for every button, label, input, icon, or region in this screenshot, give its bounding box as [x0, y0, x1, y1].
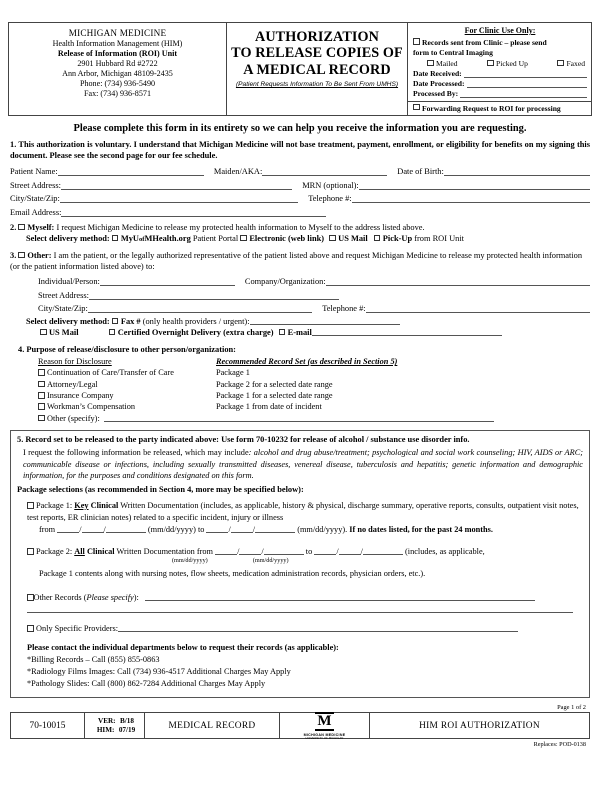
org-department: Health Information Management (HIM): [52, 39, 183, 49]
pickup-label: Pick-Up: [382, 233, 413, 243]
contact-line: *Radiology Films Images: Call (734) 936-4517 Additional Charges May Apply: [27, 666, 291, 676]
him-row: [85, 726, 144, 735]
reason-cell: [38, 367, 216, 378]
faxed-label: Faxed: [566, 58, 585, 68]
org-name: MICHIGAN MEDICINE: [68, 28, 167, 38]
other-records-second-line[interactable]: [27, 611, 573, 613]
package-2-tail: (includes, as applicable,: [405, 547, 485, 557]
pickup-checkbox[interactable]: [374, 235, 381, 242]
table-row[interactable]: [38, 367, 592, 378]
package-2-from-format: (mm/dd/yyyy): [172, 557, 208, 565]
section-2-number: 2.: [10, 222, 17, 232]
records-sent-row[interactable]: [413, 38, 587, 48]
package-2-to-yyyy[interactable]: [363, 546, 403, 555]
form-subtitle: (Patient Requests Information To Be Sent From UMHS): [235, 81, 399, 89]
section-4-table-header: [38, 356, 592, 367]
logo-name: MICHIGAN MEDICINE: [303, 732, 346, 737]
reason-cell: [38, 390, 216, 401]
fax-checkbox[interactable]: [112, 318, 119, 325]
myself-label: Myself:: [27, 222, 55, 232]
processed-by-row: [413, 89, 587, 99]
forwarding-label: Forwarding Request to ROI for processing: [422, 103, 561, 113]
us-mail-checkbox-s3[interactable]: [40, 329, 47, 336]
form-title-line-2: TO RELEASE COPIES OF: [231, 45, 403, 62]
section-5-box: [10, 430, 590, 698]
section-3-delivery-row-2: [10, 327, 590, 338]
package-2-to-mm[interactable]: [314, 546, 336, 555]
version-value: B/18: [120, 716, 134, 725]
recipient-city-input[interactable]: [88, 303, 312, 313]
clinic-divider: [408, 101, 591, 102]
form-tagline: Please complete this form in its entirety so we can help you receive the information you are requesting.: [73, 123, 527, 135]
other-records-block[interactable]: [17, 592, 583, 604]
section-3-body: I am the patient, or the legally authorized representative of the patient listed above and request Michigan Medicine to release my protected health information (or the patient information listed above) to:: [10, 250, 583, 271]
portal-label-2: MHealth.org: [144, 233, 191, 243]
other-checkbox[interactable]: [18, 252, 25, 259]
other-records-input[interactable]: [145, 592, 535, 601]
package-1-key: Key: [74, 501, 89, 511]
package-1-dates: from / / (mm/dd/yyyy) to / / (mm/dd/yyyy). If no dates listed, for the past 24 months.: [39, 525, 493, 535]
faxed-option[interactable]: [557, 59, 585, 69]
mrn-input[interactable]: [359, 180, 590, 190]
portal-label-rest: Patient Portal: [192, 233, 239, 243]
email-address-row: [10, 206, 590, 217]
clinic-use-block: [408, 23, 591, 115]
patient-name-input[interactable]: [58, 166, 204, 176]
version-row: [85, 717, 144, 726]
section-3-number: 3.: [10, 250, 17, 260]
package-2-checkbox[interactable]: [27, 548, 34, 555]
section-4-number: 4.: [18, 345, 25, 355]
other-records-label: Other Records (: [33, 593, 87, 603]
company-organization-input[interactable]: [326, 276, 590, 286]
section-2-delivery-label: Select delivery method:: [26, 233, 110, 243]
reason-cell: [38, 401, 216, 412]
other-records-italic: Please specify: [86, 593, 134, 603]
package-1-clinical: Clinical: [90, 501, 119, 511]
maiden-input[interactable]: [262, 166, 387, 176]
recipient-telephone-input[interactable]: [366, 303, 590, 313]
table-row[interactable]: [38, 390, 592, 401]
section-2-body: I request Michigan Medicine to release my protected health information to Myself to the address listed above.: [56, 222, 425, 232]
org-unit: Release of Information (ROI) Unit: [57, 49, 178, 59]
records-sent-label: Records sent from Clinic – please send: [422, 38, 547, 48]
package-2-from-yyyy[interactable]: [264, 546, 304, 555]
reason-label: Insurance Company: [47, 391, 114, 401]
reason-label: Attorney/Legal: [47, 379, 98, 389]
reason-cell: [38, 379, 216, 390]
fax-label: Fax #: [120, 316, 141, 326]
reason-checkbox[interactable]: [38, 403, 45, 410]
form-title-line-3: A MEDICAL RECORD: [243, 61, 391, 78]
recipient-street-input[interactable]: [89, 290, 340, 300]
package-2-block[interactable]: Package 2: All Clinical Written Documentation from / / to / / (includes, as applicable, (mm/dd/yyyy) (mm/dd/yyyy) Package 1 contents along with nursing notes, flow sheets, medication administration records, physician orders, etc.).: [17, 546, 583, 580]
email-address-input[interactable]: [61, 207, 325, 217]
organization-block: [9, 23, 227, 115]
section-3-line: [10, 250, 590, 273]
mailed-checkbox[interactable]: [427, 60, 434, 67]
telephone-label: Telephone #:: [308, 194, 352, 204]
street-address-row: [10, 179, 590, 190]
footer-table: [10, 712, 590, 739]
city-state-zip-label: City/State/Zip:: [10, 194, 60, 204]
section-4-other-input[interactable]: [104, 413, 494, 422]
date-received-label: Date Received:: [413, 69, 462, 79]
package-1-to-label: to: [197, 525, 205, 535]
package-1-note: If no dates listed, for the past 24 months.: [349, 525, 493, 535]
individual-person-row: [38, 275, 590, 286]
street-address-input[interactable]: [61, 180, 292, 190]
maiden-label: Maiden/AKA:: [213, 167, 263, 177]
company-organization-label: Company/Organization:: [244, 277, 326, 287]
section-4-other-cell: [38, 413, 100, 424]
recipient-street-row: [38, 289, 590, 300]
city-state-zip-row: [10, 192, 590, 203]
form-number-cell: 70-10015: [11, 713, 85, 738]
portal-label-of: of: [138, 235, 145, 243]
org-street: 2901 Hubbard Rd #2722: [77, 58, 158, 68]
email-checkbox[interactable]: [279, 329, 286, 336]
version-cell: [85, 713, 145, 738]
version-key: VER:: [98, 716, 116, 725]
package-1-to-dd[interactable]: [231, 524, 253, 533]
package-1-from-format: (mm/dd/yyyy): [147, 525, 196, 535]
fax-label-rest: (only health providers / urgent):: [142, 316, 250, 326]
package-1-prefix: Package 1:: [36, 501, 73, 511]
package-1-body: Written Documentation (includes, as applicable, history & physical, discharge summary, operative reports, consults, outpatient visit notes, test reports, ER clinician notes) related to a specific incident, injury or illness: [27, 501, 579, 523]
record-set-cell: Package 1 from date of incident: [216, 402, 322, 412]
package-2-prefix: Package 2:: [36, 547, 73, 557]
him-value: 07/19: [118, 725, 136, 734]
email-address-label: Email Address:: [10, 207, 62, 217]
recipient-telephone-label: Telephone #:: [322, 304, 366, 314]
patient-name-label: Patient Name:: [10, 167, 58, 177]
reason-label: Continuation of Care/Transfer of Care: [47, 368, 174, 378]
mailed-option[interactable]: [427, 59, 458, 69]
only-specific-providers-block[interactable]: [17, 623, 583, 635]
reason-column-header: Reason for Disclosure: [38, 357, 112, 367]
package-selections-heading-bold: Package selections (as recommended in Section 4, more may be specified below: [17, 485, 299, 495]
record-set-cell: Package 1: [216, 368, 250, 378]
section-4-other-checkbox[interactable]: [38, 415, 45, 422]
reason-label: Workman’s Compensation: [47, 402, 136, 412]
section-5-paragraph-lead: I request the following information be released, which may include: [23, 447, 249, 457]
package-1-checkbox[interactable]: [27, 502, 34, 509]
contact-line: *Pathology Slides: Call (800) 862-7284 Additional Charges May Apply: [27, 678, 266, 688]
dob-label: Date of Birth:: [397, 167, 444, 177]
telephone-input[interactable]: [352, 193, 590, 203]
us-mail-label-s2: US Mail: [338, 233, 368, 243]
patient-name-row: [10, 165, 590, 176]
record-set-cell: Package 2 for a selected date range: [216, 379, 333, 389]
departments-contact-block: [17, 642, 583, 689]
dob-input[interactable]: [444, 166, 590, 176]
package-2-all: All: [74, 547, 85, 557]
recipient-street-label: Street Address:: [38, 290, 89, 300]
picked-up-label: Picked Up: [496, 58, 528, 68]
individual-person-input[interactable]: [100, 276, 235, 286]
record-set-cell: Package 1 for a selected date range: [216, 391, 333, 401]
date-processed-row: [413, 79, 587, 89]
reason-checkbox[interactable]: [38, 392, 45, 399]
record-set-column-header: Recommended Record Set (as described in Section 5): [216, 357, 398, 367]
pickup-label-rest: from ROI Unit: [414, 233, 464, 243]
street-address-label: Street Address:: [10, 180, 61, 190]
date-received-row: [413, 69, 587, 79]
only-specific-providers-input[interactable]: [118, 623, 518, 632]
certified-label: Certified Overnight Delivery (extra charge): [117, 327, 274, 337]
package-1-from-yyyy[interactable]: [106, 524, 146, 533]
package-1-from-dd[interactable]: [82, 524, 104, 533]
form-title-line-1: AUTHORIZATION: [254, 29, 379, 45]
package-2-to-dd[interactable]: [339, 546, 361, 555]
table-row[interactable]: [38, 401, 592, 412]
section-2-line: [10, 222, 590, 233]
processed-by-label: Processed By:: [413, 88, 459, 98]
electronic-label: Electronic (web link): [249, 233, 325, 243]
reason-checkbox[interactable]: [38, 369, 45, 376]
email-delivery-input[interactable]: [312, 327, 502, 336]
section-4-heading-text: Purpose of release/disclosure to other person/organization:: [26, 345, 236, 355]
section-2: [10, 222, 590, 245]
date-processed-input[interactable]: [467, 79, 587, 88]
section-1-text: [10, 140, 590, 162]
fax-number-input[interactable]: [250, 316, 400, 325]
package-2-contents: Package 1 contents along with nursing notes, flow sheets, medication administration records, physician orders, etc.).: [39, 569, 426, 579]
package-2-clinical: Clinical: [86, 547, 115, 557]
table-row[interactable]: [38, 379, 592, 390]
city-state-zip-input[interactable]: [60, 193, 298, 203]
package-2-to-format: (mm/dd/yyyy): [252, 557, 289, 565]
only-specific-providers-checkbox[interactable]: [27, 625, 34, 632]
email-option-label: E-mail: [287, 327, 312, 337]
form-page: [0, 22, 600, 799]
section-3-delivery-label: Select delivery method:: [26, 316, 110, 326]
section-5-paragraph-italic: : alcohol and drug abuse/treatment; psychological and social work counseling; HIV, AIDS or ARC; communicable disease or infections, including sexually transmitted diseases, venereal disease, tuberculosis and hepatitis; genetic information and demographic information, for the purposes and conditions designated on this form.: [23, 447, 583, 481]
processed-by-input[interactable]: [460, 89, 587, 98]
package-1-from-mm[interactable]: [57, 524, 79, 533]
section-4-table: [38, 356, 592, 424]
org-fax: Fax: (734) 936-8571: [84, 88, 151, 98]
recipient-city-label: City/State/Zip:: [38, 304, 88, 314]
mrn-label: MRN (optional):: [302, 180, 359, 190]
portal-label-1: MyU: [120, 233, 139, 243]
only-specific-providers-label: Only Specific Providers:: [36, 624, 119, 634]
logo-subtitle: UNIVERSITY OF MICHIGAN: [305, 736, 344, 740]
section-3: [10, 250, 590, 273]
forwarding-row[interactable]: [413, 104, 587, 114]
records-sent-checkbox[interactable]: [413, 38, 420, 45]
certified-checkbox[interactable]: [109, 329, 116, 336]
individual-person-label: Individual/Person:: [38, 277, 100, 287]
contact-line: *Billing Records – Call (855) 855-0863: [27, 655, 160, 665]
package-2-date-formats: [27, 557, 583, 566]
replaces-note: Replaces: POD-0138: [533, 741, 586, 749]
package-2-from-dd[interactable]: [239, 546, 261, 555]
form-title-block: [227, 23, 408, 115]
package-selections-heading: [17, 485, 583, 494]
section-1-number: 1.: [10, 140, 17, 150]
picked-up-checkbox[interactable]: [487, 60, 494, 67]
package-2-to-label: to: [305, 547, 313, 557]
org-city: Ann Arbor, Michigan 48109-2435: [62, 68, 173, 78]
section-4-other-label: Other (specify):: [47, 413, 100, 423]
block-m-icon: M: [317, 713, 332, 730]
package-1-to-yyyy[interactable]: [255, 524, 295, 533]
clinic-use-title: For Clinic Use Only:: [464, 26, 536, 35]
section-2-delivery-row: [10, 233, 590, 245]
us-mail-label-s3: US Mail: [49, 327, 79, 337]
picked-up-option[interactable]: [487, 59, 528, 69]
section-5-number: 5.: [17, 434, 24, 444]
section-4-heading: [18, 345, 590, 354]
package-1-from-label: from: [39, 525, 56, 535]
record-type-cell: MEDICAL RECORD: [145, 713, 280, 738]
logo-cell: [280, 713, 370, 738]
section-5-paragraph: [17, 447, 583, 482]
michigan-medicine-logo: [304, 712, 346, 740]
form-header: [8, 22, 592, 116]
package-1-to-mm[interactable]: [206, 524, 228, 533]
mailed-label: Mailed: [436, 58, 458, 68]
package-1-block[interactable]: [17, 500, 583, 536]
package-2-body: Written Documentation from: [116, 547, 213, 557]
portal-checkbox[interactable]: [112, 235, 119, 242]
reason-checkbox[interactable]: [38, 381, 45, 388]
delivery-status-row: [413, 58, 587, 70]
him-key: HIM:: [96, 725, 115, 734]
section-3-delivery: [10, 316, 590, 339]
other-records-tail: ):: [133, 593, 139, 603]
myself-checkbox[interactable]: [18, 224, 25, 231]
us-mail-checkbox-s2[interactable]: [329, 235, 336, 242]
page-number: Page 1 of 2: [557, 704, 586, 712]
org-phone: Phone: (734) 936-5490: [79, 78, 156, 88]
section-4-other-row[interactable]: [38, 413, 592, 424]
recipient-city-row: [38, 302, 590, 313]
faxed-checkbox[interactable]: [557, 60, 564, 67]
section-1-body: This authorization is voluntary. I understand that Michigan Medicine will not base treatment, payment, enrollment, or eligibility for benefits on my signing this document. Please see the second page for our fee schedule.: [10, 140, 590, 161]
electronic-checkbox[interactable]: [240, 235, 247, 242]
date-received-input[interactable]: [464, 69, 587, 78]
records-sent-label-2: form to Central Imaging: [413, 47, 493, 57]
document-title-cell: HIM ROI AUTHORIZATION: [419, 720, 540, 731]
package-2-from-mm[interactable]: [215, 546, 237, 555]
package-selections-heading-tail: ):: [298, 485, 304, 495]
forwarding-checkbox[interactable]: [413, 104, 420, 111]
departments-contact-heading: Please contact the individual departments below to request their records (as applicable):: [27, 643, 339, 653]
section-5-title-text: Record set to be released to the party indicated above: Use form 70-10232 for release of alcohol / substance use disorder info.: [25, 434, 470, 444]
other-label: Other:: [27, 250, 52, 260]
section-3-delivery-row: [10, 316, 590, 327]
package-1-to-format: (mm/dd/yyyy): [297, 525, 346, 535]
date-processed-label: Date Processed:: [413, 79, 465, 89]
section-5-title: [17, 435, 583, 446]
